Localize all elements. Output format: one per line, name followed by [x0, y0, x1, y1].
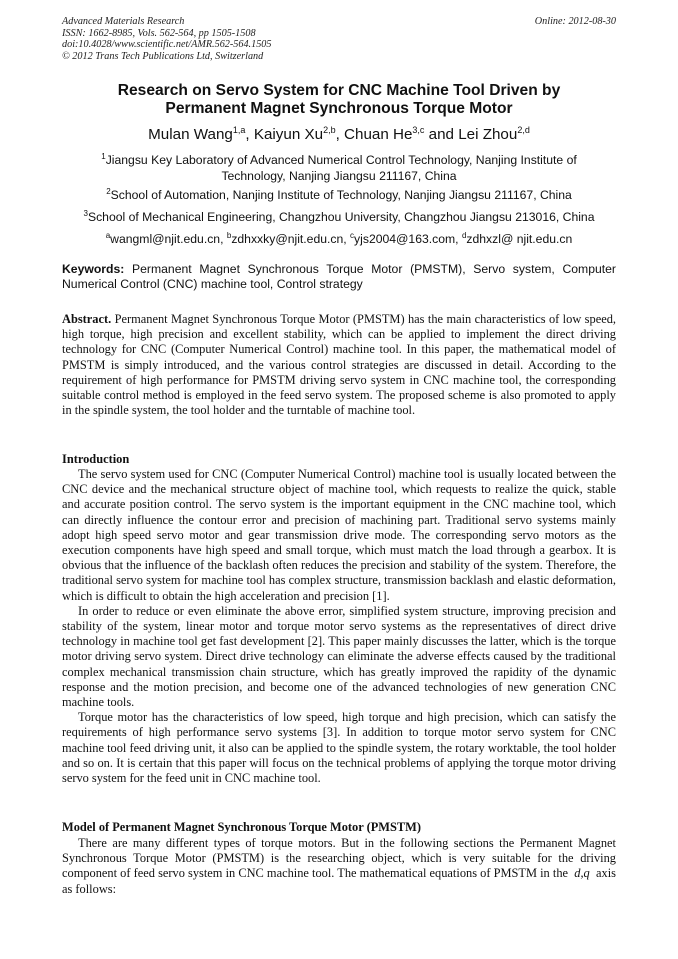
issn-line: ISSN: 1662-8985, Vols. 562-564, pp 1505-1508	[62, 27, 256, 39]
paragraph: The servo system used for CNC (Computer Numerical Control) machine tool is usually located between the CNC device and the mechanical structure object of machine tool, which requests to realize the quick, stable and accurate position control. The servo system is the important equipment in the CNC machine tool, which can directly influence the contour error and precision of machining part. Traditional servo systems mainly adopt high speed servo motor and gear transmission drive mode. The corresponding servo motors as the execution components have high speed and small torque, which must match the load through a gearbox. It is obvious that the influence of the backlash often reduces the precision and stability of the system. Therefore, the traditional servo system for machine tool has complex structure, transmission backlash and elastic deformation, which is difficult to obtain the high acceleration and precision [1].	[62, 467, 616, 603]
paper-title	[62, 82, 616, 118]
email-list	[62, 228, 616, 247]
introduction-body	[62, 467, 616, 786]
email-link[interactable]: $^c$yjs2004@163.com,	[350, 231, 462, 247]
affiliation-2: $^2$School of Automation, Nanjing Institute of Technology, Nanjing Jiangsu 211167, China	[106, 187, 572, 203]
keywords	[62, 262, 616, 292]
journal-header	[62, 16, 616, 62]
section-heading-introduction: Introduction	[62, 452, 130, 466]
keywords-label: Keywords:	[62, 262, 125, 276]
paragraph: Torque motor has the characteristics of low speed, high torque and high precision, which can satisfy the requirements of high performance servo systems [3]. In addition to torque motor servo system for CNC machine tool feed driving unit, it also can be applied to the spindle system, the rotary worktable, the tool holder and so on. It is certain that this paper will focus on the technical problems of applying the torque motor driving servo system for the feed unit in CNC machine tool.	[62, 710, 616, 786]
paragraph: In order to reduce or even eliminate the above error, simplified system structure, improving precision and stability of the system, linear motor and torque motor servo systems as the representatives of direct drive technology in machine tool get fast development [2]. This paper mainly discusses the latter, which is the torque motor driving servo system. Direct drive technology can eliminate the adverse effects caused by the traditional complex mechanical transmission chain structure, which has greatly improved the rapidity of the dynamic response and the motion precision, and become one of the advanced technologies of new generation CNC machine tools.	[62, 603, 616, 710]
email-link[interactable]: $^a$wangml@njit.edu.cn,	[105, 231, 227, 247]
online-date: Online: 2012-08-30	[534, 16, 616, 27]
affiliation-1: $^1$Jiangsu Key Laboratory of Advanced Numerical Control Technology, Nanjing Institute of Technology, Nanjing Jiangsu 211167, China	[101, 152, 577, 184]
abstract	[62, 312, 616, 418]
author: Chuan He$^{3,c}$ and	[344, 125, 459, 144]
title-line-1: Research on Servo System for CNC Machine Tool Driven by	[117, 82, 561, 99]
axis-symbol: d,q	[574, 866, 590, 881]
journal-name: Advanced Materials Research	[62, 16, 185, 27]
author-list	[62, 121, 616, 144]
email-link[interactable]: $^d$zdhxzl@ njit.edu.cn	[461, 231, 573, 247]
email-link[interactable]: $^b$zdhxxky@njit.edu.cn,	[226, 231, 351, 247]
title-line-2: Permanent Magnet Synchronous Torque Motor	[165, 100, 513, 117]
author: Mulan Wang$^{1,a}$,	[148, 125, 254, 144]
keywords-text: Permanent Magnet Synchronous Torque Motor (PMSTM), Servo system, Computer Numerical Control (CNC) machine tool, Control strategy	[62, 262, 616, 291]
paragraph: There are many different types of torque motors. But in the following sections the Permanent Magnet Synchronous Torque Motor (PMSTM) is the researching object, which is very suitable for the driving component of feed servo system in CNC machine tool. The mathematical equations of PMSTM in the d,q axis as follows:	[62, 836, 616, 896]
copyright-line: © 2012 Trans Tech Publications Ltd, Switzerland	[62, 50, 264, 62]
abstract-text: Permanent Magnet Synchronous Torque Motor (PMSTM) has the main characteristics of low speed, high torque, high precision and excellent stability, which can be applied to implement the direct driving technology for CNC (Computer Numerical Control) machine tool. In this paper, the mathematical model of PMSTM is simply introduced, and the various control strategies are discussed in detail. According to the requirement of high performance for PMSTM driving servo system in CNC machine tool, the corresponding suitable control method is employed in the feed servo system. The proposed scheme is also promoted to apply in the spindle system, the tool holder and the turntable of machine tool.	[62, 312, 616, 418]
author: Lei Zhou$^{2,d}$	[458, 125, 530, 144]
author: Kaiyun Xu$^{2,b}$,	[253, 125, 345, 144]
model-body	[62, 836, 616, 897]
affiliation-3: $^3$School of Mechanical Engineering, Changzhou University, Changzhou Jiangsu 213016, China	[83, 209, 595, 225]
doi-line: doi:10.4028/www.scientific.net/AMR.562-564.1505	[62, 39, 272, 51]
abstract-label: Abstract.	[62, 312, 112, 326]
section-heading-model: Model of Permanent Magnet Synchronous Torque Motor (PMSTM)	[62, 820, 421, 834]
